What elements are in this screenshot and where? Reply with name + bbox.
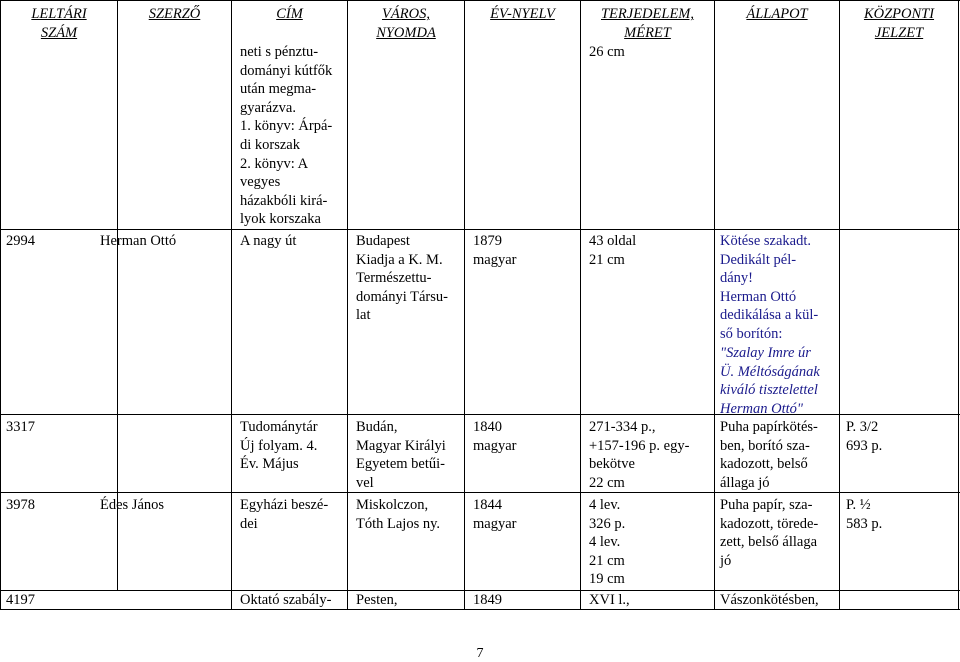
cell-title: Egyházi beszé- dei — [240, 497, 329, 532]
header-varos-nyomda: VÁROS, NYOMDA — [376, 6, 436, 41]
cell-year-language: 1840 magyar — [473, 419, 517, 454]
cell-city-printer: Budapest Kiadja a K. M. Természettu- dományi Társu- lat — [356, 233, 448, 324]
table-border-right — [958, 0, 959, 610]
header-ev-nyelv: ÉV-NYELV — [490, 6, 555, 22]
continued-size: 26 cm — [589, 44, 625, 60]
cell-city-printer: Budán, Magyar Királyi Egyetem betűi- vel — [356, 419, 446, 491]
cell-call-number: P. ½ 583 p. — [846, 497, 883, 532]
cell-condition: Kötése szakadt. Dedikált pél- dány! Herman Ottó dedikálása a kül- ső borítón: — [720, 233, 819, 342]
page-number: 7 — [476, 646, 484, 661]
cell-dedication-quote: "Szalay Imre úr Ü. Méltóságának kiváló tisztelettel Herman Ottó" — [720, 345, 820, 417]
table-border-top — [0, 0, 960, 1]
cell-title: A nagy út — [240, 233, 297, 249]
column-divider — [464, 0, 465, 610]
table-border-left — [0, 0, 1, 610]
cell-city-printer: Miskolczon, Tóth Lajos ny. — [356, 497, 441, 532]
cell-year-language: 1849 — [473, 592, 502, 608]
header-szerzo: SZERZŐ — [148, 6, 201, 22]
column-divider — [839, 0, 840, 610]
header-allapot: ÁLLAPOT — [746, 6, 808, 22]
cell-author: Édes János — [100, 497, 165, 513]
cell-inventory-number: 4197 — [6, 592, 35, 608]
header-terjedelem: TERJEDELEM, MÉRET — [600, 6, 695, 41]
header-kozponti-jelzet: KÖZPONTI JELZET — [863, 6, 935, 41]
header-cim: CÍM — [276, 6, 303, 22]
column-divider — [347, 0, 348, 610]
cell-year-language: 1844 magyar — [473, 497, 517, 532]
cell-extent: XVI l., — [589, 592, 630, 608]
cell-author: Herman Ottó — [100, 233, 177, 249]
column-divider — [231, 0, 232, 610]
row-divider — [0, 229, 960, 230]
cell-extent: 4 lev. 326 p. 4 lev. 21 cm 19 cm — [589, 497, 626, 588]
cell-condition: Vászonkötésben, — [720, 592, 819, 608]
cell-extent: 43 oldal 21 cm — [589, 233, 637, 268]
cell-city-printer: Pesten, — [356, 592, 398, 608]
cell-inventory-number: 3978 — [6, 497, 35, 513]
cell-title: Tudománytár Új folyam. 4. Év. Május — [240, 419, 318, 473]
cell-condition: Puha papírkötés- ben, borító sza- kadozott, belső állaga jó — [720, 419, 818, 491]
column-divider — [714, 0, 715, 610]
column-divider — [580, 0, 581, 610]
cell-year-language: 1879 magyar — [473, 233, 517, 268]
cell-title: Oktató szabály- — [240, 592, 332, 608]
cell-condition: Puha papír, sza- kadozott, törede- zett, belső állaga jó — [720, 497, 819, 569]
header-leltari-szam: LELTÁRI SZÁM — [31, 6, 87, 41]
continued-title: neti s pénztu- dományi kútfők után megma- gyarázva. 1. könyv: Árpá- di korszak 2. könyv: A vegyes házakbóli kirá- lyok korszaka — [240, 44, 333, 228]
cell-call-number: P. 3/2 693 p. — [846, 419, 883, 454]
cell-inventory-number: 2994 — [6, 233, 35, 249]
cell-inventory-number: 3317 — [6, 419, 35, 435]
cell-extent: 271-334 p., +157-196 p. egy- bekötve 22 cm — [589, 419, 690, 491]
